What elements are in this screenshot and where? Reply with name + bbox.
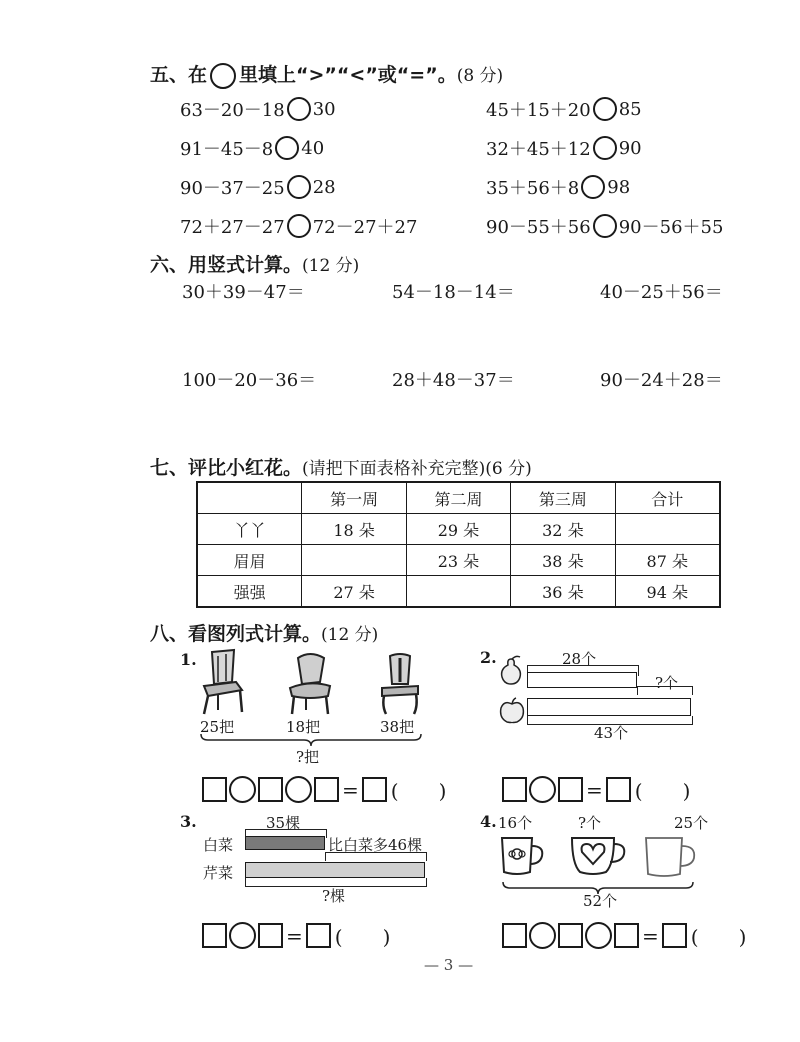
answer-box[interactable] [306, 923, 331, 948]
operator-circle[interactable] [585, 922, 612, 949]
table-header: 合计 [615, 482, 720, 514]
compare-item: 63－20－18 30 [180, 98, 336, 121]
cup-label: ?个 [578, 814, 602, 832]
answer-box[interactable] [202, 777, 227, 802]
equals-sign: = [586, 777, 603, 802]
calc-item: 54－18－14＝ [392, 282, 515, 303]
problem-2-number: 2. [480, 648, 497, 667]
problem-4-number: 4. [480, 812, 497, 831]
answer-circle[interactable] [581, 175, 605, 199]
bracket [637, 686, 693, 695]
cup-label: 16个 [498, 814, 533, 832]
section-6-title: 六、用竖式计算。(12 分) [150, 254, 360, 276]
table-cell-blank[interactable] [615, 514, 720, 545]
bar-label: 43个 [594, 724, 629, 742]
unit-paren[interactable]: ( ) [634, 779, 691, 803]
chair-icon [196, 648, 248, 716]
table-cell: 29 朵 [406, 514, 510, 545]
compare-item: 91－45－8 40 [180, 137, 325, 160]
answer-equation [202, 921, 390, 950]
bracket [325, 852, 427, 861]
compare-item: 90－37－25 28 [180, 176, 336, 199]
answer-box[interactable] [662, 923, 687, 948]
equals-sign: = [342, 777, 359, 802]
answer-circle[interactable] [593, 97, 617, 121]
section-5-title: 五、在 里填上“>”“<”或“=”。(8 分) [150, 60, 503, 89]
table-cell: 18 朵 [302, 514, 406, 545]
table-cell: 38 朵 [511, 545, 615, 576]
flower-table [196, 481, 721, 608]
section-8-title: 八、看图列式计算。(12 分) [150, 623, 379, 645]
calc-item: 100－20－36＝ [182, 370, 317, 391]
table-row [197, 545, 720, 576]
answer-box[interactable] [502, 923, 527, 948]
answer-circle[interactable] [287, 97, 311, 121]
calc-item: 90－24＋28＝ [600, 370, 723, 391]
chair-icon [284, 652, 336, 716]
chair-icon [376, 652, 424, 716]
pear-icon [498, 655, 524, 685]
table-cell: 27 朵 [302, 576, 406, 608]
answer-box[interactable] [362, 777, 387, 802]
diff-label: ?个 [655, 674, 679, 692]
operator-circle[interactable] [285, 776, 312, 803]
chair-label: 25把 [200, 718, 235, 736]
row-label: 白菜 [203, 836, 234, 854]
answer-box[interactable] [202, 923, 227, 948]
answer-box[interactable] [558, 923, 583, 948]
apple-bar [527, 698, 691, 716]
answer-circle[interactable] [593, 136, 617, 160]
operator-circle[interactable] [529, 922, 556, 949]
table-header-row [197, 482, 720, 514]
table-cell-blank[interactable] [406, 576, 510, 608]
operator-circle[interactable] [229, 922, 256, 949]
compare-item: 72＋27－27 72－27＋27 [180, 213, 417, 239]
cup-icon [498, 834, 546, 878]
chair-label: 38把 [380, 718, 415, 736]
compare-item: 90－55＋56 90－56＋55 [486, 213, 723, 239]
table-row [197, 576, 720, 608]
compare-item: 32＋45＋12 90 [486, 137, 642, 160]
answer-circle[interactable] [275, 136, 299, 160]
answer-box[interactable] [258, 923, 283, 948]
unit-paren[interactable]: ( ) [334, 925, 391, 949]
cup-icon [642, 834, 698, 880]
operator-circle[interactable] [529, 776, 556, 803]
row-label: 芹菜 [203, 864, 234, 882]
equals-sign: = [642, 923, 659, 948]
apple-icon [498, 696, 526, 724]
table-cell [197, 482, 302, 514]
total-label: ?把 [296, 748, 320, 766]
table-cell: 94 朵 [615, 576, 720, 608]
table-cell: 强强 [197, 576, 302, 608]
answer-circle[interactable] [287, 175, 311, 199]
total-label: ?棵 [322, 887, 346, 905]
calc-item: 28＋48－37＝ [392, 370, 515, 391]
total-label: 52个 [583, 892, 618, 910]
table-row [197, 514, 720, 545]
answer-box[interactable] [558, 777, 583, 802]
unit-paren[interactable]: ( ) [690, 925, 747, 949]
bar-label: 35棵 [266, 814, 301, 832]
answer-box[interactable] [606, 777, 631, 802]
answer-box[interactable] [614, 923, 639, 948]
answer-box[interactable] [314, 777, 339, 802]
answer-box[interactable] [502, 777, 527, 802]
table-cell: 丫丫 [197, 514, 302, 545]
answer-equation [502, 775, 690, 804]
page-number: — 3 — [424, 956, 474, 974]
table-cell: 36 朵 [511, 576, 615, 608]
answer-equation [202, 775, 446, 804]
table-cell: 眉眉 [197, 545, 302, 576]
table-header: 第三周 [511, 482, 615, 514]
more-label: 比白菜多46棵 [328, 836, 423, 854]
operator-circle[interactable] [229, 776, 256, 803]
problem-1-number: 1. [180, 650, 197, 669]
problem-3-number: 3. [180, 812, 197, 831]
calc-item: 30＋39－47＝ [182, 282, 305, 303]
answer-circle[interactable] [593, 214, 617, 238]
table-header: 第二周 [406, 482, 510, 514]
table-cell-blank[interactable] [302, 545, 406, 576]
celery-bar [245, 862, 425, 878]
section-7-title: 七、评比小红花。(请把下面表格补充完整)(6 分) [150, 457, 532, 479]
compare-item: 35＋56＋8 98 [486, 176, 631, 199]
calc-item: 40－25＋56＝ [600, 282, 723, 303]
cabbage-bar [245, 836, 325, 850]
compare-item: 45＋15＋20 85 [486, 98, 642, 121]
equals-sign: = [286, 923, 303, 948]
cup-icon [568, 834, 628, 878]
unit-paren[interactable]: ( ) [390, 779, 447, 803]
table-cell: 32 朵 [511, 514, 615, 545]
table-cell: 87 朵 [615, 545, 720, 576]
answer-equation [502, 921, 746, 950]
answer-box[interactable] [258, 777, 283, 802]
answer-circle[interactable] [287, 214, 311, 238]
chair-label: 18把 [286, 718, 321, 736]
table-cell: 23 朵 [406, 545, 510, 576]
circle-icon [210, 63, 236, 89]
bar-label: 28个 [562, 650, 597, 668]
table-header: 第一周 [302, 482, 406, 514]
cup-label: 25个 [674, 814, 709, 832]
pear-bar [527, 672, 637, 688]
